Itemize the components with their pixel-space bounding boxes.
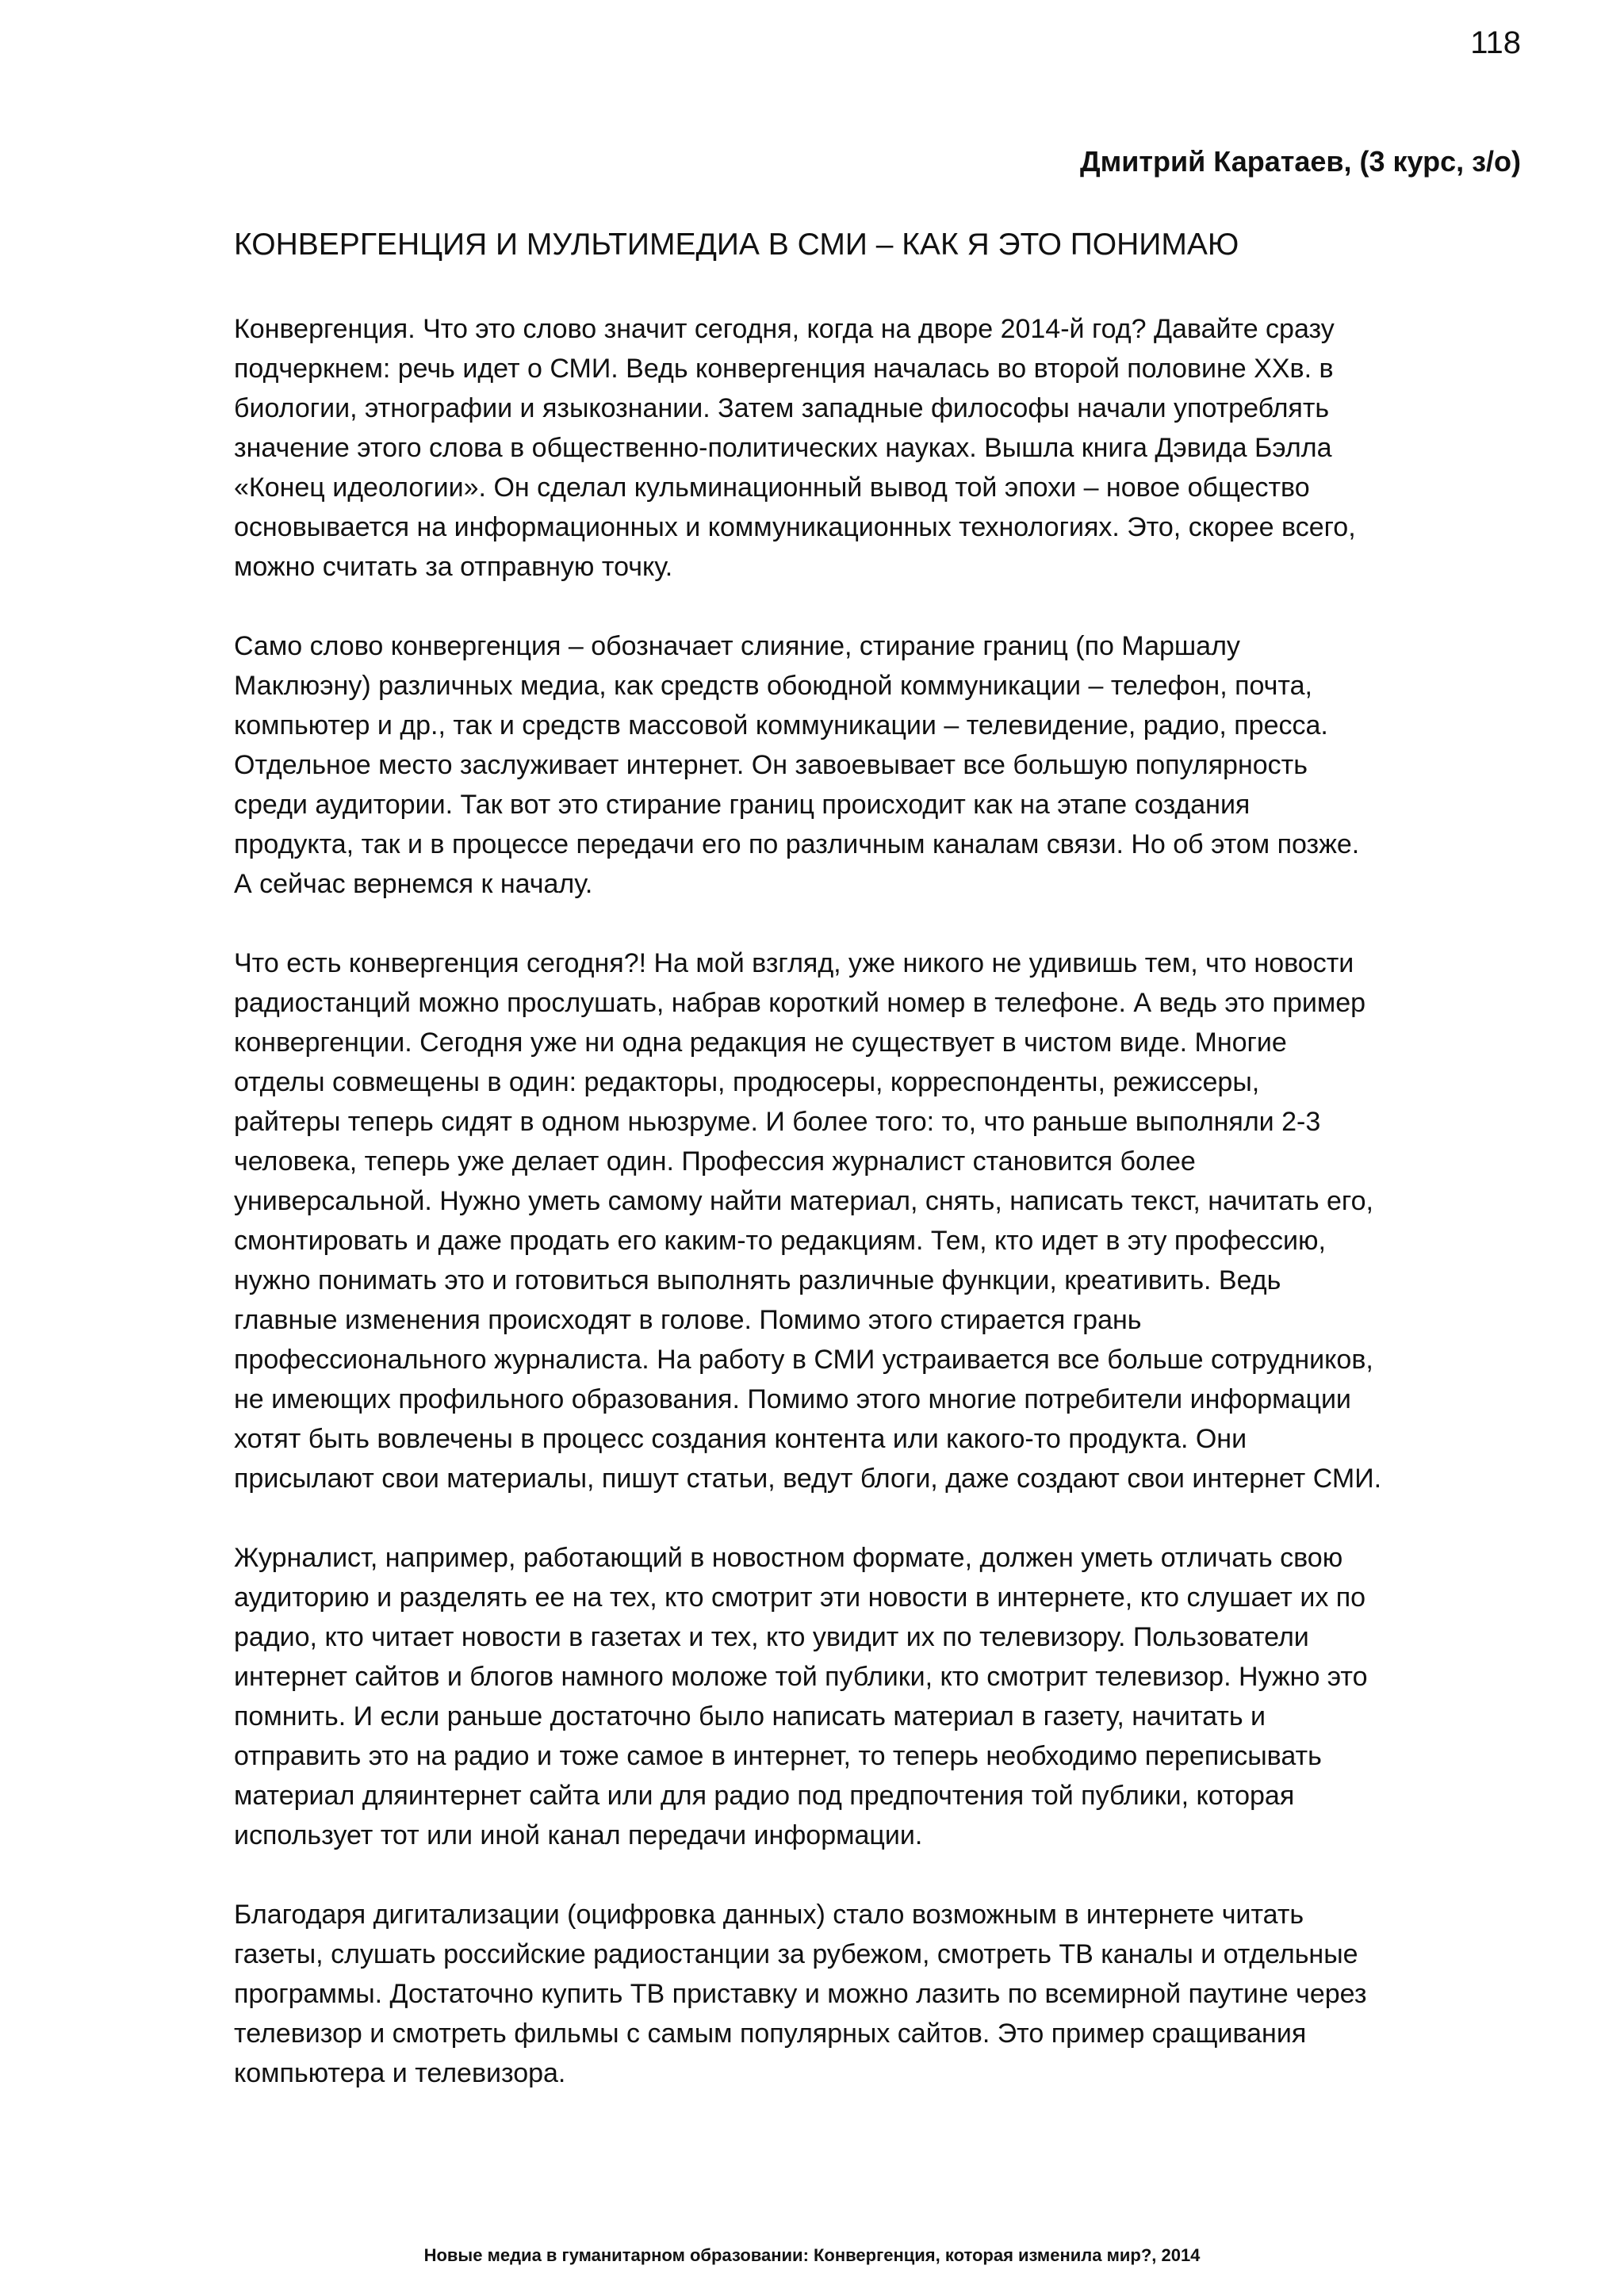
text-line: значение этого слова в общественно-политических науках. Вышла книга Дэвида Бэлла [234, 433, 1332, 463]
text-line: человека, теперь уже делает один. Профессия журналист становится более [234, 1146, 1196, 1177]
text-line: главные изменения происходят в голове. Помимо этого стирается грань [234, 1305, 1142, 1335]
text-line: отправить это на радио и тоже самое в интернет, то теперь необходимо переписывать [234, 1741, 1322, 1771]
page-number: 118 [1470, 25, 1521, 60]
text-line: Журналист, например, работающий в новостном формате, должен уметь отличать свою [234, 1543, 1343, 1573]
article-title: КОНВЕРГЕНЦИЯ И МУЛЬТИМЕДИА В СМИ – КАК Я ЭТО ПОНИМАЮ [234, 228, 1239, 262]
text-line: смонтировать и даже продать его каким-то редакциям. Тем, кто идет в эту профессию, [234, 1226, 1326, 1256]
text-line: Само слово конвергенция – обозначает слияние, стирание границ (по Маршалу [234, 631, 1240, 661]
text-line: помнить. И если раньше достаточно было написать материал в газету, начитать и [234, 1701, 1266, 1732]
text-line: профессионального журналиста. На работу в СМИ устраивается все больше сотрудников, [234, 1345, 1373, 1375]
text-line: не имеющих профильного образования. Помимо этого многие потребители информации [234, 1384, 1351, 1414]
text-line: основывается на информационных и коммуникационных технологиях. Это, скорее всего, [234, 512, 1356, 542]
paragraph-5 [234, 1895, 1526, 2093]
text-line: подчеркнем: речь идет о СМИ. Ведь конвергенция началась во второй половине ХХв. в [234, 354, 1334, 384]
text-line: интернет сайтов и блогов намного моложе той публики, кто смотрит телевизор. Нужно это [234, 1662, 1368, 1692]
text-line: нужно понимать это и готовиться выполнять различные функции, креативить. Ведь [234, 1265, 1281, 1295]
text-line: Маклюэну) различных медиа, как средств обоюдной коммуникации – телефон, почта, [234, 671, 1312, 701]
text-line: радиостанций можно прослушать, набрав короткий номер в телефоне. А ведь это пример [234, 988, 1366, 1018]
text-line: райтеры теперь сидят в одном ньюзруме. И более того: то, что раньше выполняли 2-3 [234, 1107, 1321, 1137]
text-line: аудиторию и разделять ее на тех, кто смотрит эти новости в интернете, кто слушает их по [234, 1582, 1366, 1613]
text-line: среди аудитории. Так вот это стирание границ происходит как на этапе создания [234, 790, 1251, 820]
paragraph-2 [234, 626, 1526, 904]
text-line: компьютер и др., так и средств массовой коммуникации – телевидение, радио, пресса. [234, 710, 1328, 740]
text-line: отделы совмещены в один: редакторы, продюсеры, корреспонденты, режиссеры, [234, 1067, 1260, 1097]
text-line: хотят быть вовлечены в процесс создания контента или какого-то продукта. Они [234, 1424, 1247, 1454]
text-line: программы. Достаточно купить ТВ приставку и можно лазить по всемирной паутине через [234, 1979, 1367, 2009]
text-line: присылают свои материалы, пишут статьи, ведут блоги, даже создают свои интернет СМИ. [234, 1464, 1382, 1494]
text-line: «Конец идеологии». Он сделал кульминационный вывод той эпохи – новое общество [234, 473, 1310, 503]
author-line: Дмитрий Каратаев, (3 курс, з/о) [1079, 145, 1521, 178]
text-line: телевизор и смотреть фильмы с самым популярных сайтов. Это пример сращивания [234, 2019, 1307, 2049]
text-line: конвергенции. Сегодня уже ни одна редакция не существует в чистом виде. Многие [234, 1027, 1287, 1058]
text-line: А сейчас вернемся к началу. [234, 869, 593, 899]
text-line: компьютера и телевизора. [234, 2058, 566, 2088]
text-line: можно считать за отправную точку. [234, 552, 673, 582]
paragraph-1 [234, 309, 1526, 587]
paragraph-3 [234, 943, 1526, 1498]
text-line: радио, кто читает новости в газетах и тех, кто увидит их по телевизору. Пользователи [234, 1622, 1309, 1652]
text-line: Что есть конвергенция сегодня?! На мой взгляд, уже никого не удивишь тем, что новости [234, 948, 1354, 978]
page-footer: Новые медиа в гуманитарном образовании: Конвергенция, которая изменила мир?, 2014 [423, 2245, 1201, 2265]
text-line: универсальной. Нужно уметь самому найти материал, снять, написать текст, начитать его, [234, 1186, 1373, 1216]
text-line: Благодаря дигитализации (оцифровка данных) стало возможным в интернете читать [234, 1900, 1304, 1930]
article-body [234, 309, 1526, 2133]
text-line: газеты, слушать российские радиостанции за рубежом, смотреть ТВ каналы и отдельные [234, 1939, 1358, 1969]
text-line: использует тот или иной канал передачи информации. [234, 1820, 923, 1850]
text-line: биологии, этнографии и языкознании. Затем западные философы начали употреблять [234, 393, 1330, 423]
paragraph-4 [234, 1538, 1526, 1855]
text-line: Конвергенция. Что это слово значит сегодня, когда на дворе 2014-й год? Давайте сразу [234, 314, 1335, 344]
text-line: материал дляинтернет сайта или для радио под предпочтения той публики, которая [234, 1781, 1295, 1811]
text-line: продукта, так и в процессе передачи его по различным каналам связи. Но об этом позже. [234, 829, 1360, 859]
text-line: Отдельное место заслуживает интернет. Он завоевывает все большую популярность [234, 750, 1308, 780]
